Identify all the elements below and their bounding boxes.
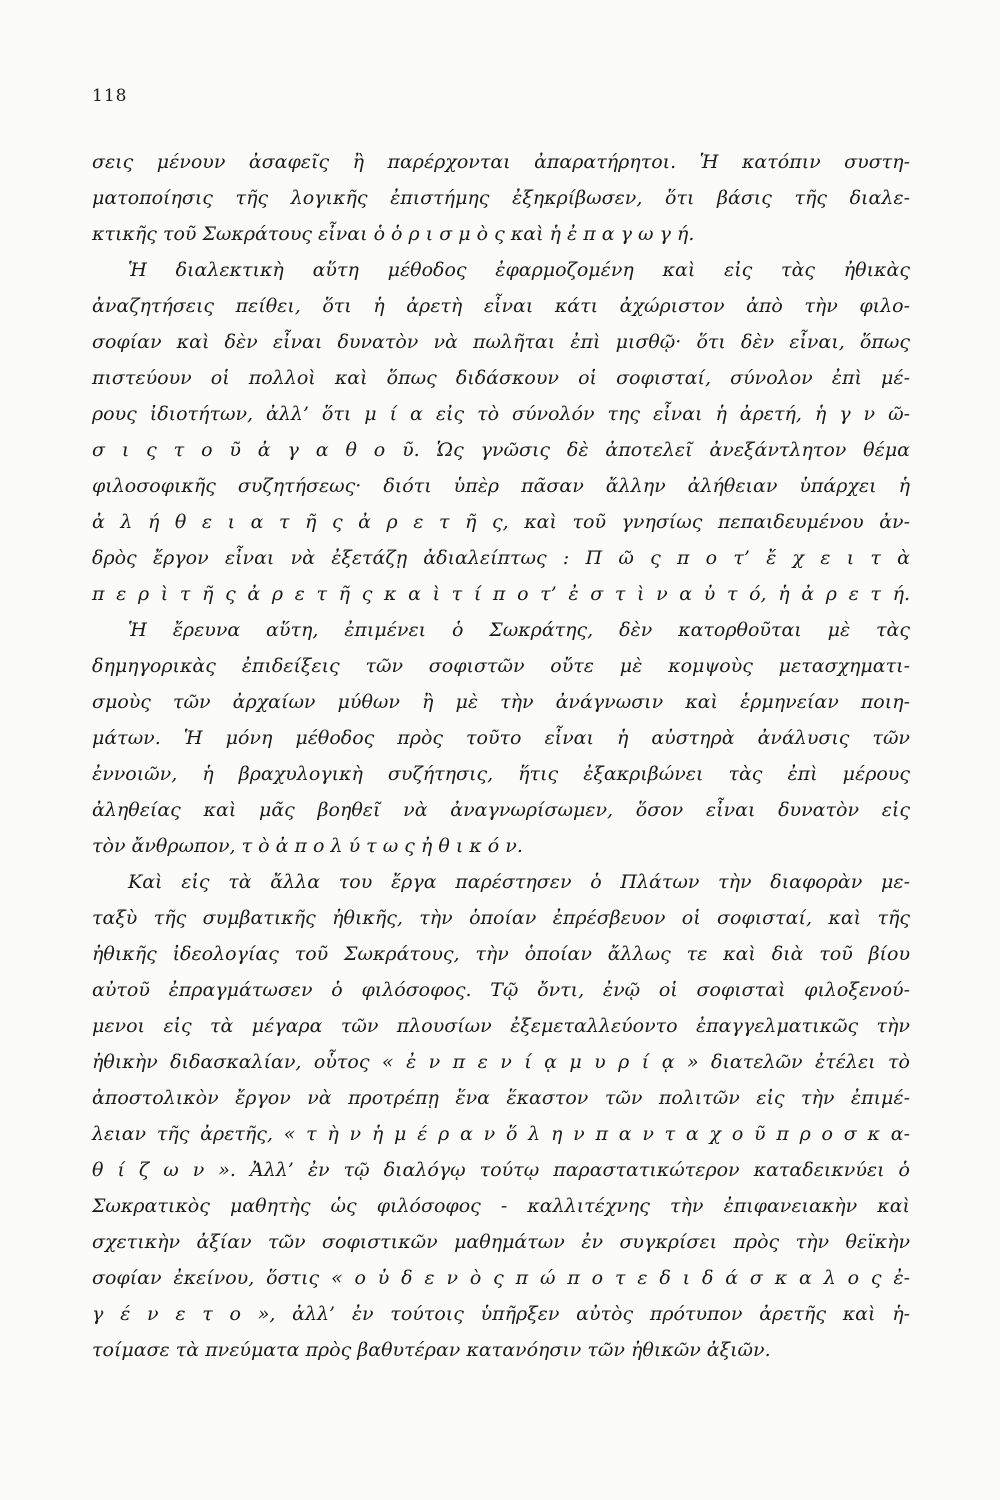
paragraph-start-line: Καὶ εἰς τὰ ἄλλα του ἔργα παρέστησεν ὁ Πλάτων τὴν διαφορὰν με- bbox=[128, 871, 910, 893]
text-line: σοφίαν καὶ δὲν εἶναι δυνατὸν νὰ πωλῆται ἐπὶ μισθῷ· ὅτι δὲν εἶναι, ὅπως bbox=[92, 331, 910, 353]
paragraph-start-line: Ἡ διαλεκτικὴ αὕτη μέθοδος ἐφαρμοζομένη καὶ εἰς τὰς ἠθικὰς bbox=[128, 259, 910, 281]
page-number: 118 bbox=[92, 86, 128, 106]
text-line: σοφίαν ἐκείνου, ὅστις « ο ὐ δ ε ν ὸ ς π ώ π ο τ ε δ ι δ ά σ κ α λ ο ς ἐ- bbox=[92, 1267, 910, 1289]
text-line: σ ι ς τ ο ῦ ἀ γ α θ ο ῦ. Ὡς γνῶσις δὲ ἀποτελεῖ ἀνεξάντλητον θέμα bbox=[92, 439, 910, 461]
text-line: ἀ λ ή θ ε ι α τ ῆ ς ἀ ρ ε τ ῆ ς, καὶ τοῦ γνησίως πεπαιδευμένου ἀν- bbox=[92, 511, 910, 533]
text-line: ἀποστολικὸν ἔργον νὰ προτρέπῃ ἕνα ἕκαστον τῶν πολιτῶν εἰς τὴν ἐπιμέ- bbox=[92, 1087, 910, 1109]
text-line: αὐτοῦ ἐπραγμάτωσεν ὁ φιλόσοφος. Τῷ ὄντι, ἐνῷ οἱ σοφισταὶ φιλοξενού- bbox=[92, 979, 910, 1001]
text-line: π ε ρ ὶ τ ῆ ς ἀ ρ ε τ ῆ ς κ α ὶ τ ί π ο τ’ ἐ σ τ ὶ ν α ὐ τ ό, ἡ ἀ ρ ε τ ή. bbox=[92, 583, 910, 605]
text-line: Σωκρατικὸς μαθητὴς ὡς φιλόσοφος - καλλιτέχνης τὴν ἐπιφανειακὴν καὶ bbox=[92, 1195, 910, 1217]
body-text bbox=[92, 144, 910, 1368]
text-line: λειαν τῆς ἀρετῆς, « τ ὴ ν ἡ μ έ ρ α ν ὅ λ η ν π α ν τ α χ ο ῦ π ρ ο σ κ α- bbox=[92, 1123, 910, 1145]
text-line: ἐννοιῶν, ἡ βραχυλογικὴ συζήτησις, ἥτις ἐξακριβώνει τὰς ἐπὶ μέρους bbox=[92, 763, 910, 785]
text-line: πιστεύουν οἱ πολλοὶ καὶ ὅπως διδάσκουν οἱ σοφισταί, σύνολον ἐπὶ μέ- bbox=[92, 367, 910, 389]
text-line: φιλοσοφικῆς συζητήσεως· διότι ὑπὲρ πᾶσαν ἄλλην ἀλήθειαν ὑπάρχει ἡ bbox=[92, 475, 910, 497]
text-line: γ έ ν ε τ ο », ἀλλ’ ἐν τούτοις ὑπῆρξεν αὐτὸς πρότυπον ἀρετῆς καὶ ἡ- bbox=[92, 1303, 910, 1325]
text-line: ματοποίησις τῆς λογικῆς ἐπιστήμης ἐξηκρίβωσεν, ὅτι βάσις τῆς διαλε- bbox=[92, 187, 910, 209]
text-line: ταξὺ τῆς συμβατικῆς ἠθικῆς, τὴν ὁποίαν ἐπρέσβευον οἱ σοφισταί, καὶ τῆς bbox=[92, 907, 910, 929]
text-line: ρους ἰδιοτήτων, ἀλλ’ ὅτι μ ί α εἰς τὸ σύνολόν της εἶναι ἡ ἀρετή, ἡ γ ν ῶ- bbox=[92, 403, 910, 425]
text-line: ἀναζητήσεις πείθει, ὅτι ἡ ἀρετὴ εἶναι κάτι ἀχώριστον ἀπὸ τὴν φιλο- bbox=[92, 295, 910, 317]
text-line: σχετικὴν ἀξίαν τῶν σοφιστικῶν μαθημάτων ἐν συγκρίσει πρὸς τὴν θεϊκὴν bbox=[92, 1231, 910, 1253]
text-line: ἠθικῆς ἰδεολογίας τοῦ Σωκράτους, τὴν ὁποίαν ἄλλως τε καὶ διὰ τοῦ βίου bbox=[92, 943, 910, 965]
text-line: ἠθικὴν διδασκαλίαν, οὗτος « ἐ ν π ε ν ί ᾳ μ υ ρ ί ᾳ » διατελῶν ἐτέλει τὸ bbox=[92, 1051, 910, 1073]
text-line: μάτων. Ἡ μόνη μέθοδος πρὸς τοῦτο εἶναι ἡ αὐστηρὰ ἀνάλυσις τῶν bbox=[92, 727, 910, 749]
paragraph-start-line: Ἡ ἔρευνα αὕτη, ἐπιμένει ὁ Σωκράτης, δὲν κατορθοῦται μὲ τὰς bbox=[128, 619, 910, 641]
text-line: θ ί ζ ω ν ». Ἀλλ’ ἐν τῷ διαλόγῳ τούτῳ παραστατικώτερον καταδεικνύει ὁ bbox=[92, 1159, 910, 1181]
text-line: κτικῆς τοῦ Σωκράτους εἶναι ὁ ὁ ρ ι σ μ ὸ ς καὶ ἡ ἐ π α γ ω γ ή. bbox=[92, 223, 695, 245]
text-line: σεις μένουν ἀσαφεῖς ἢ παρέρχονται ἀπαρατήρητοι. Ἡ κατόπιν συστη- bbox=[92, 151, 910, 173]
text-line: σμοὺς τῶν ἀρχαίων μύθων ἢ μὲ τὴν ἀνάγνωσιν καὶ ἑρμηνείαν ποιη- bbox=[92, 691, 910, 713]
text-line: δρὸς ἔργον εἶναι νὰ ἐξετάζῃ ἀδιαλείπτως : Π ῶ ς π ο τ’ ἔ χ ε ι τ ὰ bbox=[92, 547, 910, 569]
text-line: δημηγορικὰς ἐπιδείξεις τῶν σοφιστῶν οὔτε μὲ κομψοὺς μετασχηματι- bbox=[92, 655, 910, 677]
text-line: ἀληθείας καὶ μᾶς βοηθεῖ νὰ ἀναγνωρίσωμεν, ὅσον εἶναι δυνατὸν εἰς bbox=[92, 799, 910, 821]
text-line: μενοι εἰς τὰ μέγαρα τῶν πλουσίων ἐξεμεταλλεύοντο ἐπαγγελματικῶς τὴν bbox=[92, 1015, 910, 1037]
text-line: τὸν ἄνθρωπον, τ ὸ ἀ π ο λ ύ τ ω ς ἠ θ ι κ ό ν. bbox=[92, 835, 523, 857]
text-line: τοίμασε τὰ πνεύματα πρὸς βαθυτέραν κατανόησιν τῶν ἠθικῶν ἀξιῶν. bbox=[92, 1339, 771, 1361]
